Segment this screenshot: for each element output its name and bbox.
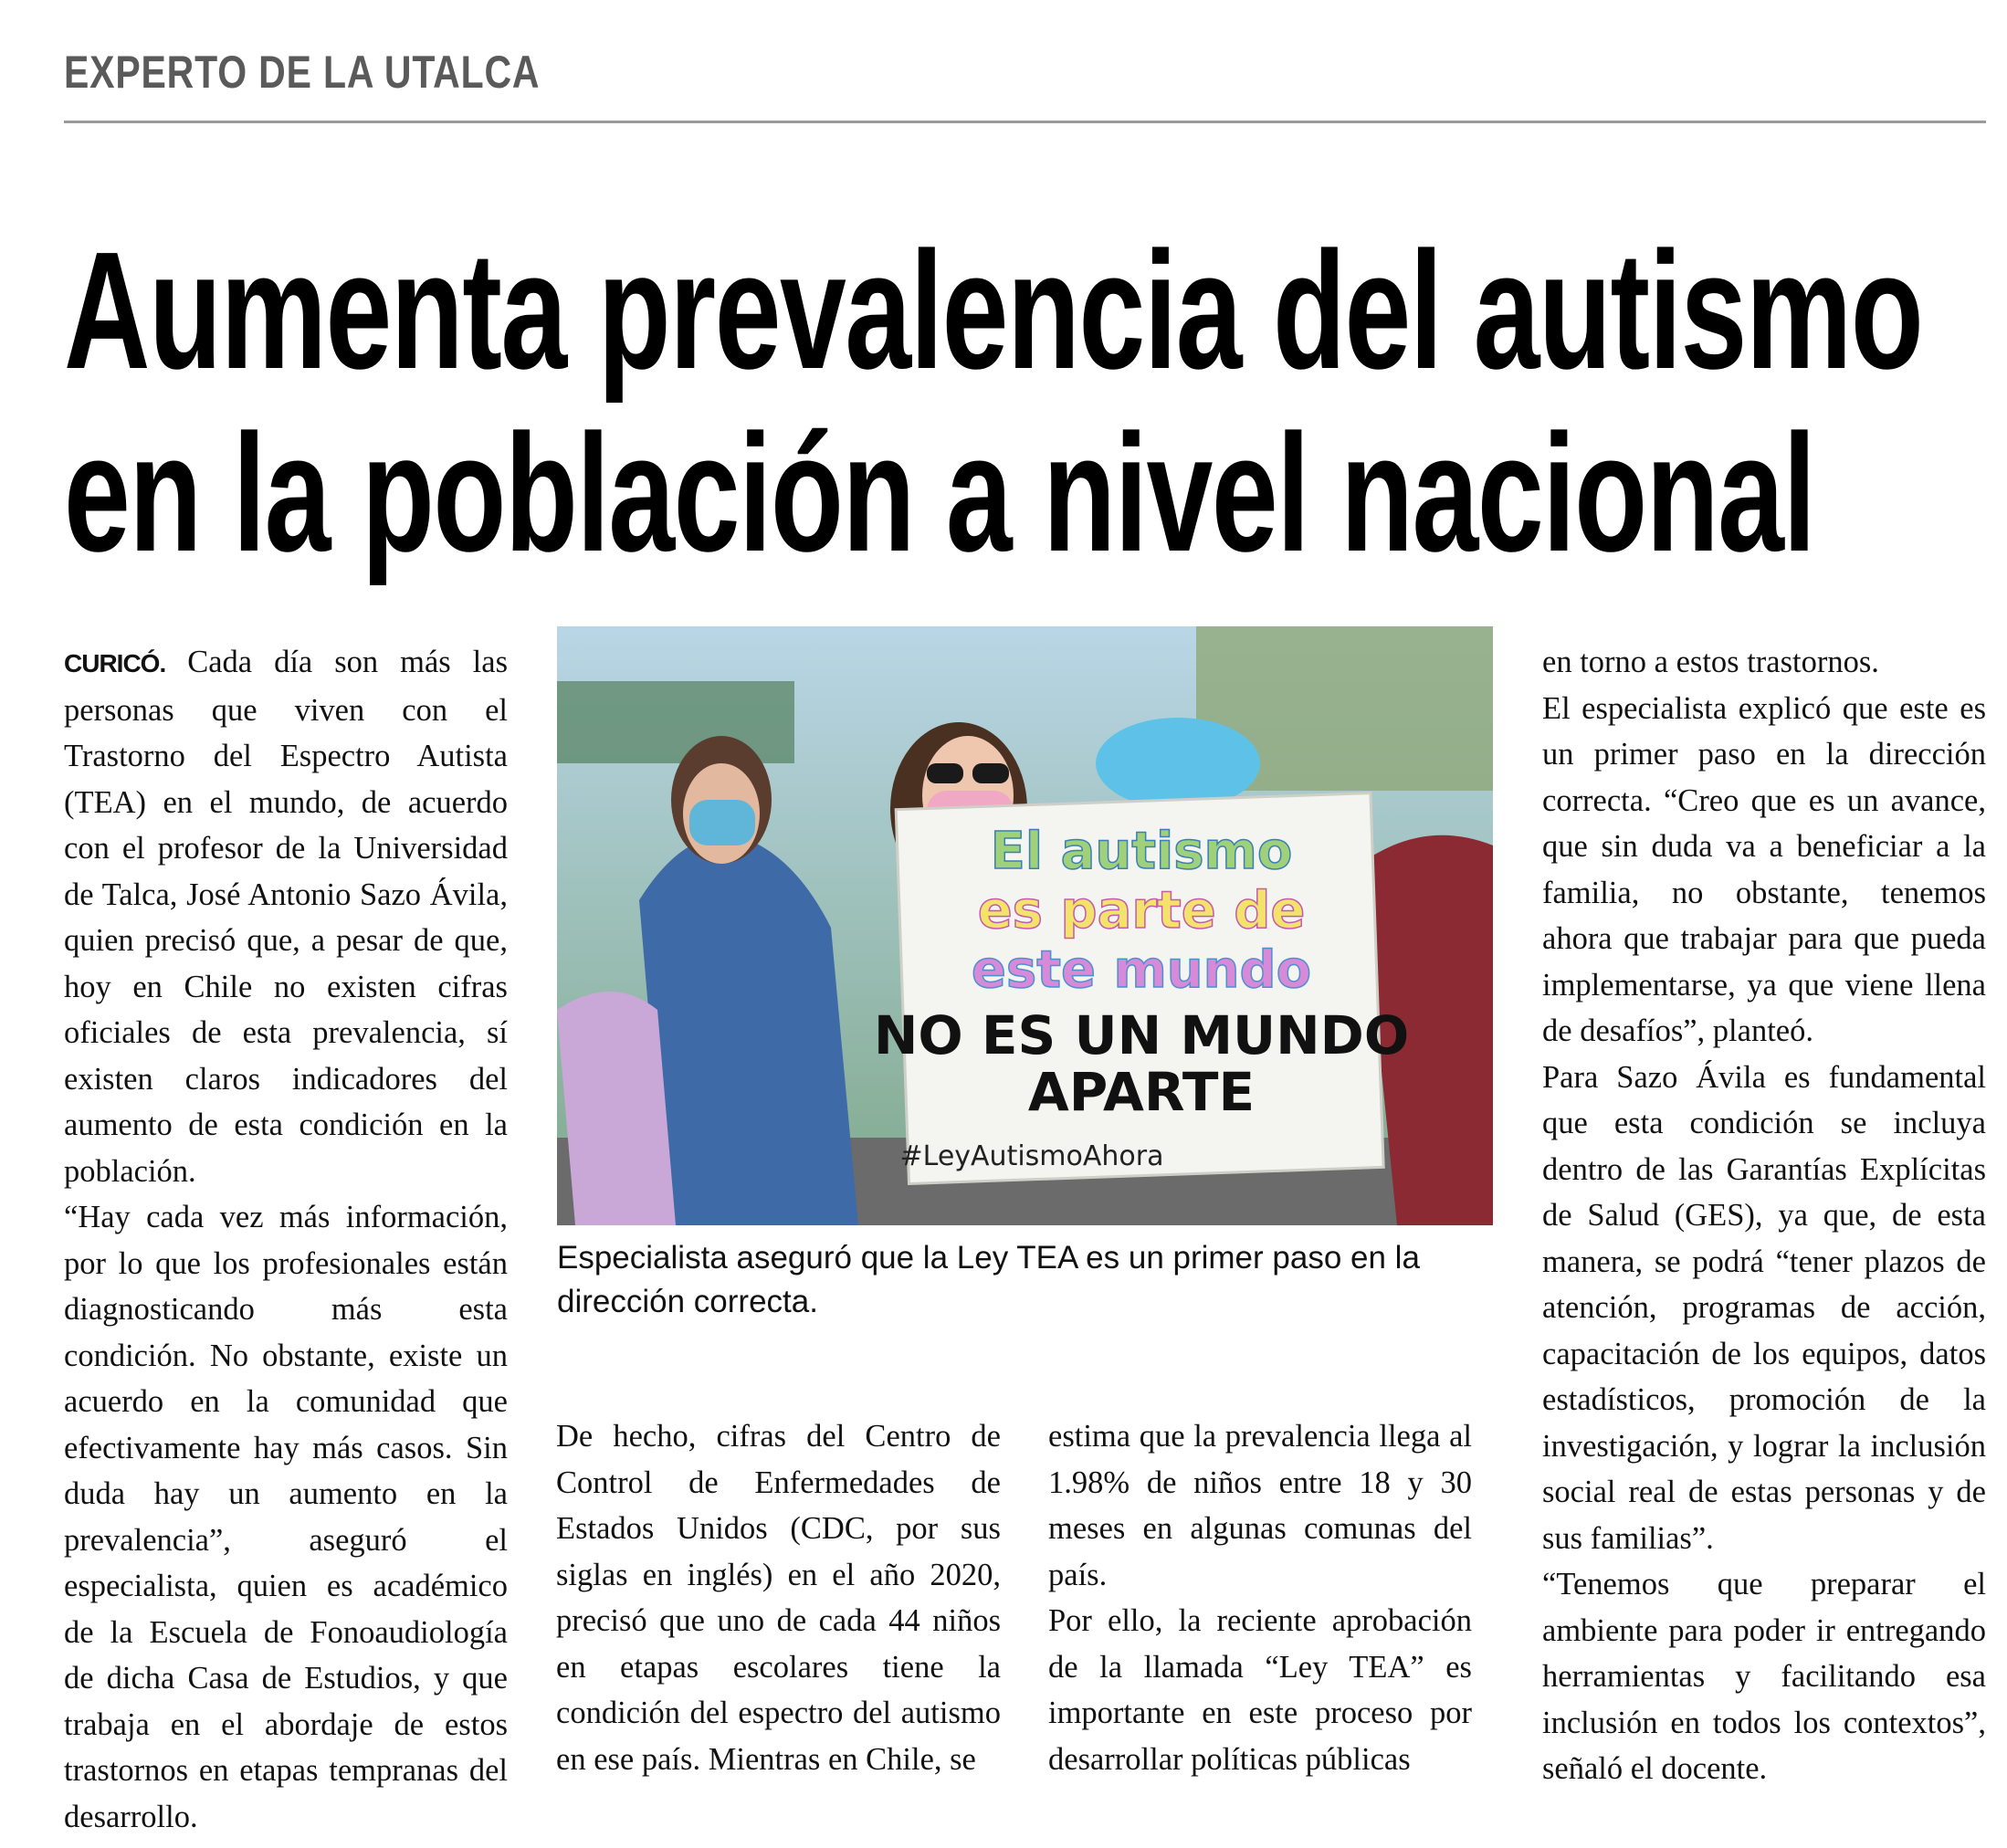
headline-line-1: Aumenta prevalencia del autismo xyxy=(64,216,1923,404)
paragraph: De hecho, cifras del Centro de Control de Enfermedades de Estados Unidos (CDC, por sus siglas en inglés) en el año 2020, precisó que uno de cada 44 niños en etapas escolares tiene la condición del espectro del autismo en ese país. Mientras en Chile, se xyxy=(556,1419,1001,1777)
sign-text-line-2: es parte de xyxy=(977,881,1306,940)
lead-text: Cada día son más las personas que viven con el Trastorno del Espectro Autista (TEA) en el mundo, de acuerdo con el profesor de la Universidad de Talca, José Antonio Sazo Ávila, quien precisó que, a pesar de que, hoy en Chile no existen cifras oficiales de esta prevalencia, sí existen claros indicadores del aumento de esta condición en la población. xyxy=(64,645,509,1189)
paragraph: Para Sazo Ávila es fundamental que esta condición se incluya dentro de las Garantías Explícitas de Salud (GES), ya que, de esta manera, se podrá “tener plazos de atención, programas de acción, capacitación de los equipos, datos estadísticos, promoción de la investigación, y lograr la inclusión social real de estas personas y de sus familias”. xyxy=(1542,1059,1986,1556)
article-photo xyxy=(557,626,1493,1225)
paragraph xyxy=(64,639,508,1194)
paragraph: en torno a estos trastornos. xyxy=(1542,645,1879,679)
paragraph: El especialista explicó que este es un primer paso en la dirección correcta. “Creo que es un avance, que sin duda va a beneficiar a la familia, no obstante, tenemos ahora que trabajar para que pueda implementarse, ya que viene llena de desafíos”, planteó. xyxy=(1542,690,1986,1048)
photo-caption: Especialista aseguró que la Ley TEA es un primer paso en la dirección correcta. xyxy=(557,1240,1420,1319)
sign-text-line-1: El autismo xyxy=(990,822,1293,881)
paragraph: “Tenemos que preparar el ambiente para poder ir entregando herramientas y facilitando esa inclusión en todos los contextos”, señaló el docente. xyxy=(1542,1567,1986,1786)
article-column-4 xyxy=(1542,639,1986,1792)
article-column-2 xyxy=(556,1413,1001,1782)
dateline: CURICÓ. xyxy=(64,649,166,677)
paragraph: Por ello, la reciente aprobación de la llamada “Ley TEA” es importante en este proceso por desarrollar políticas públicas xyxy=(1048,1603,1472,1777)
protest-photo-illustration xyxy=(557,626,1493,1225)
headline-line-2: en la población a nivel nacional xyxy=(64,399,1815,586)
paragraph: estima que la prevalencia llega al 1.98% de niños entre 18 y 30 meses en algunas comunas del país. xyxy=(1048,1419,1472,1592)
paragraph: “Hay cada vez más información, por lo que los profesionales están diagnosticando más esta condición. No obstante, existe un acuerdo en la comunidad que efectivamente hay más casos. Sin duda hay un aumento en la prevalencia”, aseguró el especialista, quien es académico de la Escuela de Fonoaudiología de dicha Casa de Estudios, y que trabaja en el abordaje de estos trastornos en etapas tempranas del desarrollo. xyxy=(64,1200,508,1834)
headline xyxy=(64,216,1923,586)
sign-text-line-6: #LeyAutismoAhora xyxy=(899,1140,1164,1172)
section-kicker: EXPERTO DE LA UTALCA xyxy=(64,47,541,98)
sign-text-line-4: NO ES UN MUNDO xyxy=(873,1004,1410,1066)
header-rule xyxy=(64,121,1986,123)
sign-text-line-3: este mundo xyxy=(971,940,1312,1000)
article-column-1 xyxy=(64,639,508,1840)
article-column-3 xyxy=(1048,1413,1472,1782)
sign-text-line-5: APARTE xyxy=(1027,1061,1256,1123)
